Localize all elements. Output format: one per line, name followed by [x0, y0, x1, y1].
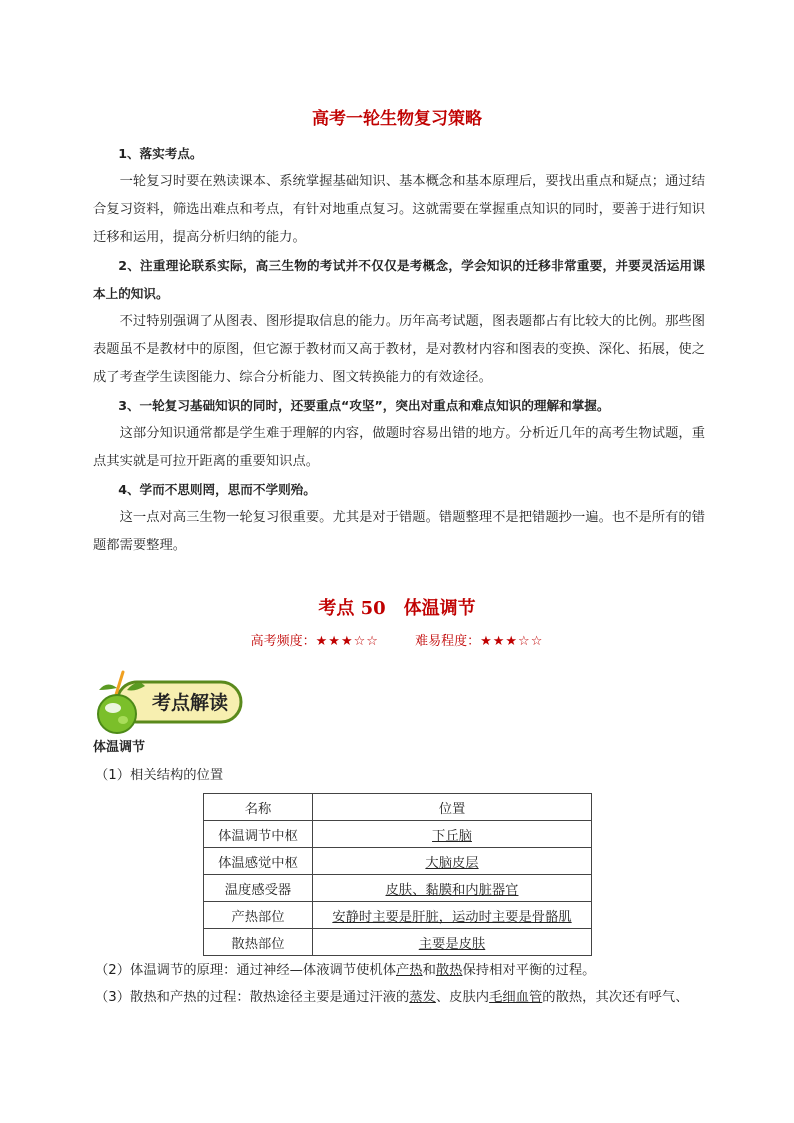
table-row	[204, 929, 592, 956]
structure-table	[203, 793, 592, 956]
badge-graphic	[93, 668, 245, 738]
strategy-content	[93, 140, 705, 560]
table-header-location: 位置	[313, 794, 592, 821]
table-cell-value: 主要是皮肤	[418, 936, 486, 952]
kaodian-badge	[93, 668, 245, 738]
table-row	[204, 821, 592, 848]
point-3-body: 这部分知识通常都是学生难于理解的内容，做题时容易出错的地方。分析近几年的高考生物试题，重点其实就是可拉开距离的重要知识点。	[93, 426, 705, 469]
point-1-heading: 1、落实考点。	[118, 146, 203, 161]
table-cell-value: 皮肤、黏膜和内脏器官	[385, 882, 519, 898]
principle-text-end: 保持相对平衡的过程。	[462, 963, 596, 978]
principle-term-heat-dissipation: 散热	[435, 963, 463, 978]
table-header-row	[204, 794, 592, 821]
point-2-heading: 2、注重理论联系实际，高三生物的考试并不仅仅是考概念，学会知识的迁移非常重要，并要灵活运用课本上的知识。	[93, 258, 705, 301]
point-4-body: 这一点对高三生物一轮复习很重要。尤其是对于错题。错题整理不是把错题抄一遍。也不是所有的错题都需要整理。	[93, 510, 705, 553]
frequency-rating	[251, 630, 379, 649]
topic-heading: 体温调节	[93, 740, 146, 755]
table-row	[204, 848, 592, 875]
table-cell-value: 下丘脑	[432, 828, 472, 844]
point-1-body: 一轮复习时要在熟读课本、系统掌握基础知识、基本概念和基本原理后，要找出重点和疑点；通过结合复习资料，筛选出难点和考点，有针对地重点复习。这就需要在掌握重点知识的同时，要善于进行知识迁移和运用，提高分析归纳的能力。	[93, 174, 705, 245]
table-row	[204, 902, 592, 929]
principle-term-heat-production: 产热	[396, 963, 423, 978]
document-title: 高考一轮生物复习策略	[312, 109, 482, 129]
table-cell-location	[313, 875, 592, 902]
table-cell-value: 大脑皮层	[425, 855, 479, 871]
frequency-label: 高考频度：	[250, 634, 316, 649]
table-cell-name: 产热部位	[204, 902, 313, 929]
difficulty-rating	[415, 630, 543, 649]
table-cell-name: 体温感觉中枢	[204, 848, 313, 875]
table-row	[204, 875, 592, 902]
frequency-stars: ★★★☆☆	[315, 634, 379, 649]
principle-text: （2）体温调节的原理：通过神经—体液调节使机体	[95, 963, 396, 978]
process-text-skin: 、皮肤内	[435, 990, 490, 1005]
table-cell-name: 散热部位	[204, 929, 313, 956]
process-term-evaporation: 蒸发	[409, 990, 436, 1005]
table-cell-value: 安静时主要是肝脏，运动时主要是骨骼肌	[332, 909, 572, 925]
process-term-capillaries: 毛细血管	[489, 990, 543, 1005]
badge-text: 考点解读	[151, 692, 229, 714]
point-4-heading: 4、学而不思则罔，思而不学则殆。	[118, 482, 316, 497]
table-cell-location	[313, 848, 592, 875]
section-title: 考点 50 体温调节	[318, 598, 476, 619]
table-cell-location	[313, 902, 592, 929]
point-3-heading: 3、一轮复习基础知识的同时，还要重点“攻坚”，突出对重点和难点知识的理解和掌握。	[118, 398, 610, 413]
process-text: （3）散热和产热的过程：散热途径主要是通过汗液的	[95, 990, 410, 1005]
table-header-name: 名称	[204, 794, 313, 821]
difficulty-label: 难易程度：	[415, 634, 481, 649]
subsection-1: （1）相关结构的位置	[95, 768, 224, 783]
process-text-end: 的散热，其次还有呼气、	[542, 990, 689, 1005]
table-cell-name: 温度感受器	[204, 875, 313, 902]
table-cell-location	[313, 929, 592, 956]
rating-row	[0, 630, 794, 649]
difficulty-stars: ★★★☆☆	[480, 634, 544, 649]
point-2-body: 不过特别强调了从图表、图形提取信息的能力。历年高考试题，图表题都占有比较大的比例。那些图表题虽不是教材中的原图，但它源于教材而又高于教材，是对教材内容和图表的变换、深化、拓展，使之成了考查学生读图能力、综合分析能力、图文转换能力的有效途径。	[93, 314, 705, 385]
table-cell-location	[313, 821, 592, 848]
process-line	[95, 986, 707, 1010]
principle-line	[95, 959, 707, 983]
principle-text-and: 和	[422, 963, 436, 978]
table-cell-name: 体温调节中枢	[204, 821, 313, 848]
